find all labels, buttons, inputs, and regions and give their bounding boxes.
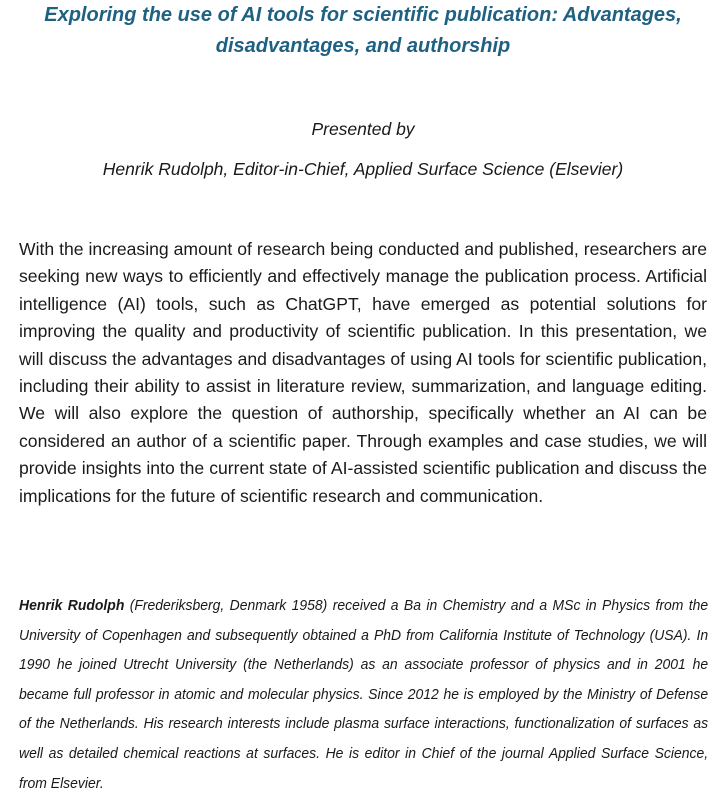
presented-by-label: Presented by bbox=[311, 119, 415, 139]
document-title: Exploring the use of AI tools for scientific publication: Advantages, disadvantages, and authorship bbox=[44, 4, 682, 57]
presenter-line: Henrik Rudolph, Editor-in-Chief, Applied Surface Science (Elsevier) bbox=[102, 159, 624, 179]
speaker-bio bbox=[19, 591, 708, 798]
abstract-paragraph: With the increasing amount of research being conducted and published, researchers are seeking new ways to efficiently and effectively manage the publication process. Artificial intelligence (AI) tools, such as ChatGPT, have emerged as potential solutions for improving the quality and productivity of scientific publication. In this presentation, we will discuss the advantages and disadvantages of using AI tools for scientific publication, including their ability to assist in literature review, summarization, and language editing. We will also explore the question of authorship, specifically whether an AI can be considered an author of a scientific paper. Through examples and case studies, we will provide insights into the current state of AI-assisted scientific publication and discuss the implications for the future of scientific research and communication. bbox=[19, 239, 707, 506]
bio-speaker-name: Henrik Rudolph bbox=[19, 597, 125, 614]
bio-text: (Frederiksberg, Denmark 1958) received a Ba in Chemistry and a MSc in Physics from the University of Copenhagen and subsequently obtained a PhD from California Institute of Technology (USA). In 1990 he joined Utrecht University (the Netherlands) as an associate professor of physics and in 2001 he became full professor in atomic and molecular physics. Since 2012 he is employed by the Ministry of Defense of the Netherlands. His research interests include plasma surface interactions, functionalization of surfaces as well as detailed chemical reactions at surfaces. He is editor in Chief of the journal Applied Surface Science, from Elsevier. bbox=[19, 597, 709, 792]
